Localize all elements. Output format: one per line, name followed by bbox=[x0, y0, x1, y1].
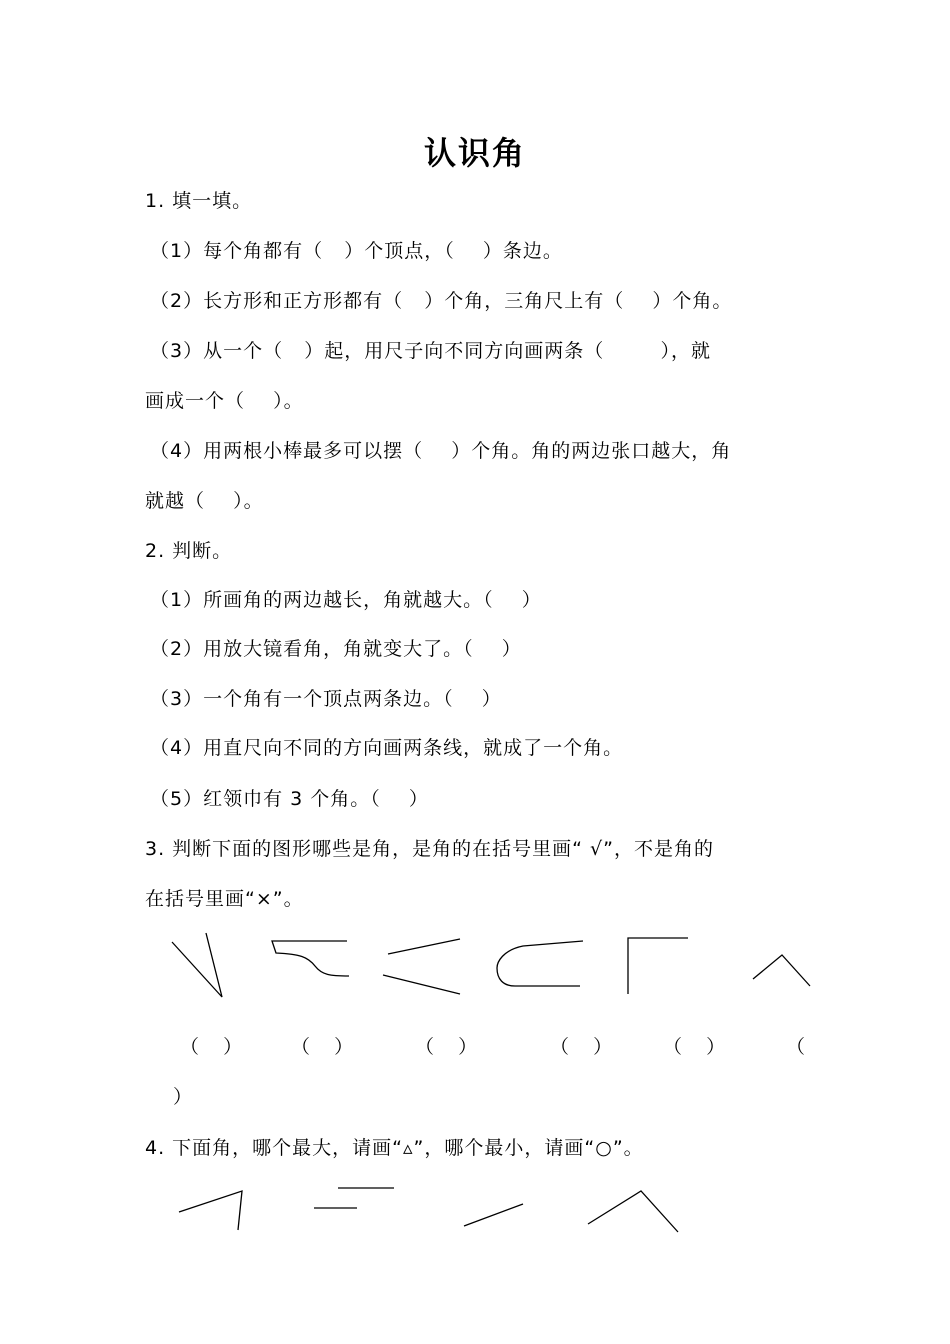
section-2-item-1: （1）所画角的两边越长，角就越大。（ ） bbox=[150, 589, 542, 611]
answer-slot-5[interactable]: （ ） bbox=[663, 1036, 726, 1058]
angle-a bbox=[179, 1191, 242, 1230]
section-4-heading: 4. 下面角，哪个最大，请画“▵”，哪个最小，请画“○”。 bbox=[145, 1137, 644, 1159]
figure-4-rounded-shape bbox=[497, 941, 583, 986]
figure-2-curved-shape bbox=[272, 941, 349, 976]
section-2-heading: 2. 判断。 bbox=[145, 540, 233, 562]
section-3-heading-line-1: 3. 判断下面的图形哪些是角，是角的在括号里画“ √”，不是角的 bbox=[145, 838, 715, 860]
answer-slot-4[interactable]: （ ） bbox=[550, 1036, 613, 1058]
answer-slot-1[interactable]: （ ） bbox=[180, 1036, 243, 1058]
section-1-item-3: （3）从一个（ ）起，用尺子向不同方向画两条（ ），就 bbox=[150, 340, 712, 362]
section-2-item-5: （5）红领巾有 3 个角。（ ） bbox=[150, 788, 429, 810]
section-2-item-4: （4）用直尺向不同的方向画两条线，就成了一个角。 bbox=[150, 737, 624, 759]
angle-c-line bbox=[464, 1204, 523, 1226]
section-1-item-1: （1）每个角都有（ ）个顶点，（ ）条边。 bbox=[150, 240, 563, 262]
angle-d bbox=[588, 1191, 678, 1232]
figure-3-line-bottom bbox=[383, 975, 460, 994]
answer-slot-2[interactable]: （ ） bbox=[291, 1036, 354, 1058]
section-1-heading: 1. 填一填。 bbox=[145, 190, 253, 212]
figure-1-angle bbox=[172, 933, 222, 997]
figure-5-right-angle bbox=[628, 938, 688, 994]
section-2-item-3: （3）一个角有一个顶点两条边。（ ） bbox=[150, 688, 502, 710]
section-3-heading-line-2: 在括号里画“×”。 bbox=[145, 888, 304, 910]
section-1-item-4-cont: 就越（ ）。 bbox=[145, 490, 264, 512]
section-1-item-4: （4）用两根小棒最多可以摆（ ）个角。角的两边张口越大，角 bbox=[150, 440, 732, 462]
section-2-item-2: （2）用放大镜看角，角就变大了。（ ） bbox=[150, 638, 522, 660]
page-title: 认识角 bbox=[423, 134, 526, 172]
section-1-item-2: （2）长方形和正方形都有（ ）个角，三角尺上有（ ）个角。 bbox=[150, 290, 733, 312]
answer-slot-6-open[interactable]: （ bbox=[786, 1036, 806, 1058]
answer-slot-6-close: ） bbox=[173, 1086, 193, 1108]
figure-3-line-top bbox=[388, 939, 460, 954]
section-1-item-3-cont: 画成一个（ ）。 bbox=[145, 390, 304, 412]
figure-6-angle bbox=[753, 955, 810, 986]
answer-slot-3[interactable]: （ ） bbox=[415, 1036, 478, 1058]
